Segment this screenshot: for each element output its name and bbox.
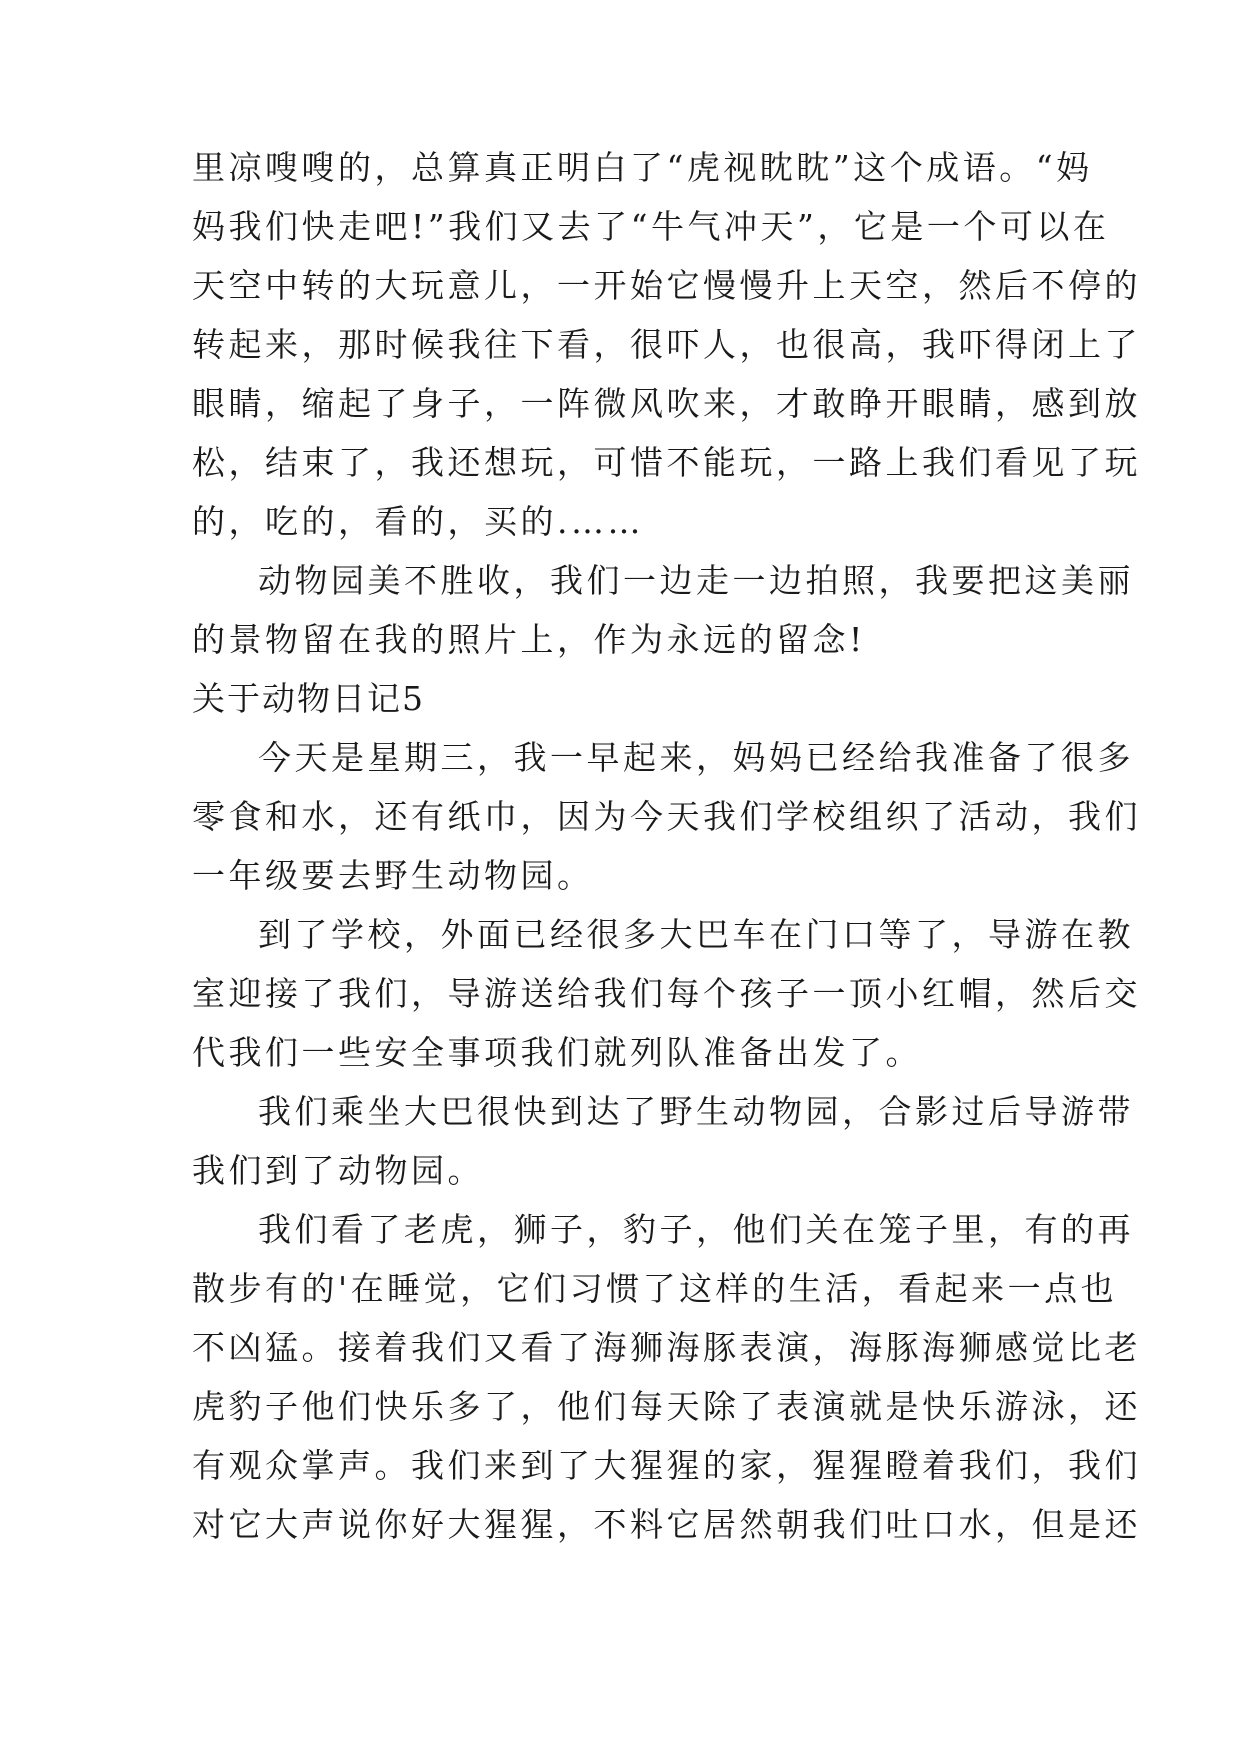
- text-line: 室迎接了我们，导游送给我们每个孩子一顶小红帽，然后交: [192, 974, 1141, 1013]
- paragraph-first-line: 到了学校，外面已经很多大巴车在门口等了，导游在教: [258, 915, 1134, 954]
- paragraph-first-line: 我们看了老虎，狮子，豹子，他们关在笼子里，有的再: [258, 1210, 1134, 1249]
- paragraph-first-line: 动物园美不胜收，我们一边走一边拍照，我要把这美丽: [258, 561, 1134, 600]
- text-line: 眼睛，缩起了身子，一阵微风吹来，才敢睁开眼睛，感到放: [192, 384, 1141, 423]
- paragraph-first-line: 今天是星期三，我一早起来，妈妈已经给我准备了很多: [258, 738, 1134, 777]
- text-line: 天空中转的大玩意儿，一开始它慢慢升上天空，然后不停的: [192, 266, 1141, 305]
- text-line: 零食和水，还有纸巾，因为今天我们学校组织了活动，我们: [192, 797, 1141, 836]
- text-line: 代我们一些安全事项我们就列队准备出发了。: [192, 1033, 922, 1072]
- text-line: 虎豹子他们快乐多了，他们每天除了表演就是快乐游泳，还: [192, 1387, 1141, 1426]
- text-line: 散步有的'在睡觉，它们习惯了这样的生活，看起来一点也: [192, 1269, 1118, 1308]
- text-line: 一年级要去野生动物园。: [192, 856, 594, 895]
- text-line: 转起来，那时候我往下看，很吓人，也很高，我吓得闭上了: [192, 325, 1141, 364]
- paragraph-first-line: 我们乘坐大巴很快到达了野生动物园，合影过后导游带: [258, 1092, 1134, 1131]
- text-line: 的景物留在我的照片上，作为永远的留念!: [192, 620, 866, 659]
- section-heading: 关于动物日记5: [192, 679, 425, 718]
- text-line: 的，吃的，看的，买的.……: [192, 502, 644, 541]
- text-line: 松，结束了，我还想玩，可惜不能玩，一路上我们看见了玩: [192, 443, 1141, 482]
- text-line: 对它大声说你好大猩猩，不料它居然朝我们吐口水，但是还: [192, 1505, 1141, 1544]
- text-line: 不凶猛。接着我们又看了海狮海豚表演，海豚海狮感觉比老: [192, 1328, 1141, 1367]
- text-line: 妈我们快走吧!”我们又去了“牛气冲天”，它是一个可以在: [192, 207, 1110, 246]
- text-line: 有观众掌声。我们来到了大猩猩的家，猩猩瞪着我们，我们: [192, 1446, 1141, 1485]
- text-line: 里凉嗖嗖的，总算真正明白了“虎视眈眈”这个成语。“妈: [192, 148, 1093, 187]
- text-line: 我们到了动物园。: [192, 1151, 484, 1190]
